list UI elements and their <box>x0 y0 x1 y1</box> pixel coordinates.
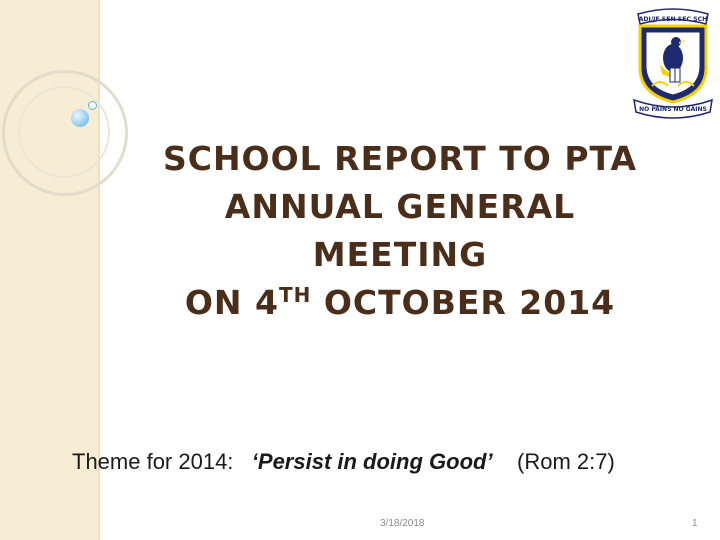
slide-title <box>100 135 700 327</box>
title-line-date <box>100 279 700 327</box>
theme-line <box>72 449 712 475</box>
theme-quote: ‘Persist in doing Good’ <box>251 449 493 474</box>
title-date-suffix: OCTOBER 2014 <box>311 283 616 322</box>
title-date-ordinal: TH <box>278 283 312 307</box>
page-number: 1 <box>692 518 698 529</box>
theme-label: Theme for 2014: <box>72 449 234 474</box>
title-line-2: ANNUAL GENERAL <box>224 187 576 226</box>
crest-motto-text: NO PAINS NO GAINS <box>639 106 707 113</box>
title-line-3: MEETING <box>312 235 488 274</box>
decor-blue-dot <box>71 109 89 127</box>
school-crest-logo <box>630 2 716 122</box>
footer-date: 3/18/2018 <box>380 518 425 529</box>
theme-reference: (Rom 2:7) <box>517 449 615 474</box>
title-date-prefix: ON 4 <box>184 283 279 322</box>
decor-ring-inner <box>18 86 110 178</box>
crest-top-text: ADJ/JE SEN SEC SCH <box>638 16 708 23</box>
title-line-1: SCHOOL REPORT TO PTA <box>162 139 638 178</box>
decor-small-dot <box>88 101 97 110</box>
